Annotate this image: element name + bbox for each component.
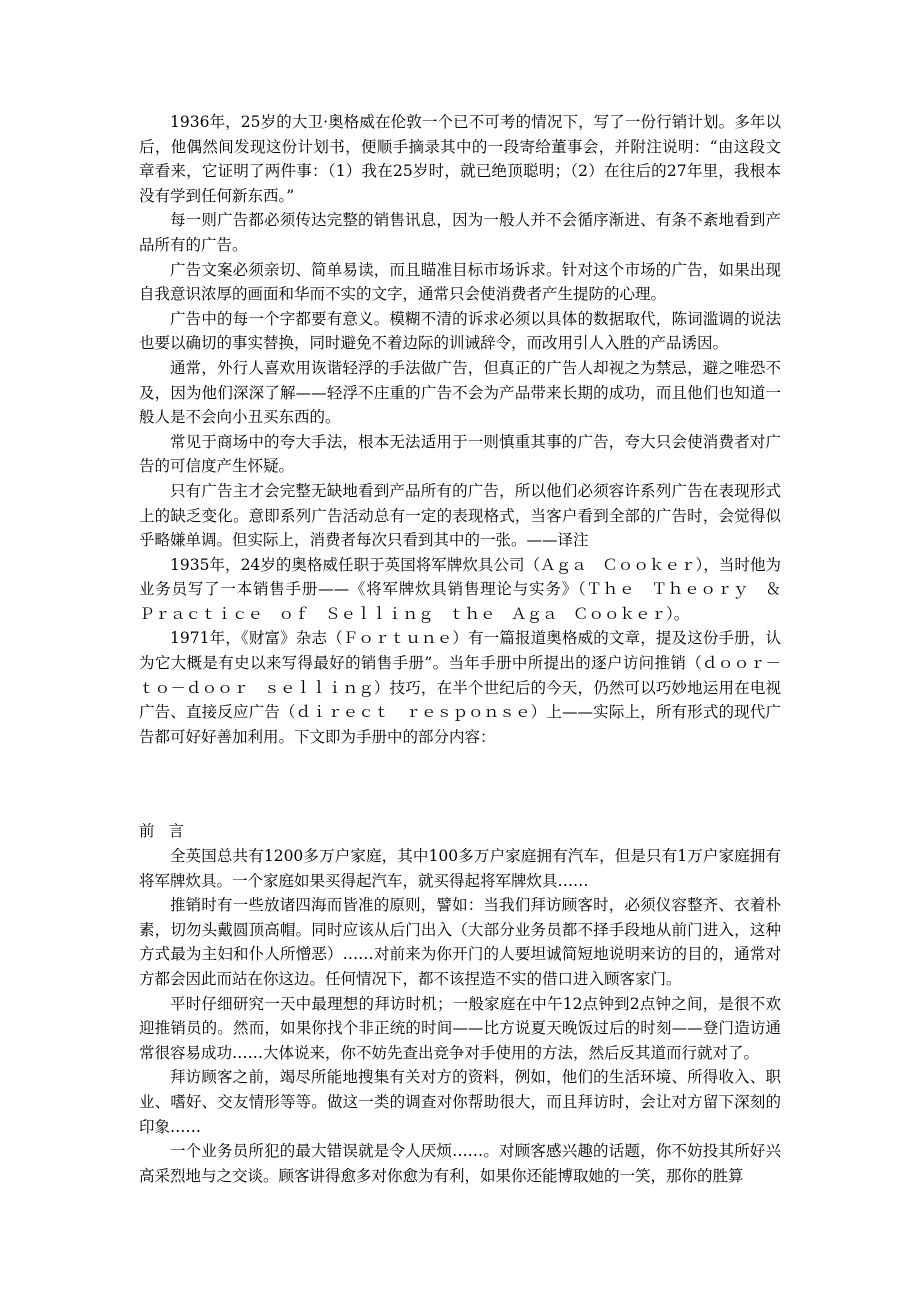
preface-heading: 前言 bbox=[139, 822, 199, 841]
intro-paragraph-2: 每一则广告都必须传达完整的销售讯息，因为一般人并不会循序渐进、有条不紊地看到产品所有的广告。 bbox=[139, 211, 781, 254]
preface-paragraph-5: 一个业务员所犯的最大错误就是令人厌烦……。对顾客感兴趣的话题，你不妨投其所好兴高采烈地与之交谈。顾客讲得愈多对你愈为有利，如果你还能博取她的一笑，那你的胜算 bbox=[139, 1142, 781, 1185]
preface-paragraph-1: 全英国总共有1200多万户家庭，其中100多万户家庭拥有汽车，但是只有1万户家庭拥有将军牌炊具。一个家庭如果买得起汽车，就买得起将军牌炊具…… bbox=[139, 847, 781, 890]
preface-paragraph-4: 拜访顾客之前，竭尽所能地搜集有关对方的资料，例如，他们的生活环境、所得收入、职业、嗜好、交友情形等等。做这一类的调查对你帮助很大，而且拜访时，会让对方留下深刻的印象…… bbox=[139, 1068, 781, 1136]
preface-paragraph-3: 平时仔细研究一天中最理想的拜访时机；一般家庭在中午12点钟到2点钟之间，是很不欢迎推销员的。然而，如果你找个非正统的时间——比方说夏天晚饭过后的时刻——登门造访通常很容易成功……大体说来，你不妨先查出竞争对手使用的方法，然后反其道而行就对了。 bbox=[139, 994, 781, 1062]
preface-paragraph-2: 推销时有一些放诸四海而皆准的原则，譬如：当我们拜访顾客时，必须仪容整齐、衣着朴素，切勿头戴圆顶高帽。同时应该从后门出入（大部分业务员都不择手段地从前门进入，这种方式最为主妇和仆人所憎恶）……对前来为你开门的人要坦诚简短地说明来访的目的，通常对方都会因此而站在你这边。任何情况下，都不该捏造不实的借口进入顾客家门。 bbox=[139, 896, 781, 988]
intro-paragraph-3: 广告文案必须亲切、简单易读，而且瞄准目标市场诉求。针对这个市场的广告，如果出现自我意识浓厚的画面和华而不实的文字，通常只会使消费者产生提防的心理。 bbox=[139, 260, 781, 304]
translator-note-paragraph: 只有广告主才会完整无缺地看到产品所有的广告，所以他们必须容许系列广告在表现形式上的缺乏变化。意即系列广告活动总有一定的表现格式，当客户看到全部的广告时，会觉得似乎略嫌单调。但实际上，消费者每次只看到其中的一张。——译注 bbox=[139, 481, 781, 550]
intro-paragraph-1: 1936年，25岁的大卫·奥格威在伦敦一个已不可考的情况下，写了一份行销计划。多年以后，他偶然间发现这份计划书，便顺手摘录其中的一段寄给董事会，并附注说明：“由这段文章看来，它证明了两件事：（1）我在25岁时，就已绝顶聪明；（2）在往后的27年里，我根本没有学到任何新东西。” bbox=[139, 113, 781, 205]
intro-paragraph-5: 通常，外行人喜欢用诙谐轻浮的手法做广告，但真正的广告人却视之为禁忌，避之唯恐不及，因为他们深深了解——轻浮不庄重的广告不会为产品带来长期的成功，而且他们也知道一般人是不会向小丑买东西的。 bbox=[139, 358, 781, 427]
document-page bbox=[139, 110, 797, 1188]
intro-paragraph-6: 常见于商场中的夸大手法，根本无法适用于一则慎重其事的广告，夸大只会使消费者对广告的可信度产生怀疑。 bbox=[139, 432, 781, 476]
section-spacer bbox=[139, 749, 781, 819]
intro-paragraph-9: 1971年，《财富》杂志（Ｆｏｒｔｕｎｅ）有一篇报道奥格威的文章，提及这份手册，认为它大概是有史以来写得最好的销售手册”。当年手册中所提出的逐户访问推销（ｄｏｏｒ－ｔｏ－ｄｏｏｒ ｓｅｌｌｉｎｇ）技巧，在半个世纪后的今天，仍然可以巧妙地运用在电视广告、直接反应广告（ｄｉｒｅｃｔ ｒｅｓｐｏｎｓｅ）上——实际上，所有形式的现代广告都可好好善加利用。下文即为手册中的部分内容： bbox=[139, 629, 781, 746]
intro-paragraph-4: 广告中的每一个字都要有意义。模糊不清的诉求必须以具体的数据取代，陈词滥调的说法也要以确切的事实替换，同时避免不着边际的训诫辞令，而改用引人入胜的产品诱因。 bbox=[139, 309, 781, 353]
intro-paragraph-8: 1935年，24岁的奥格威任职于英国将军牌炊具公司（Ａｇａ Ｃｏｏｋｅｒ），当时他为业务员写了一本销售手册——《将军牌炊具销售理论与实务》（Ｔｈｅ Ｔｈｅｏｒｙ ＆ Ｐｒａｃｔｉｃｅ ｏｆ Ｓｅｌｌｉｎｇ ｔｈｅ Ａｇａ Ｃｏｏｋｅｒ）。 bbox=[139, 555, 797, 623]
